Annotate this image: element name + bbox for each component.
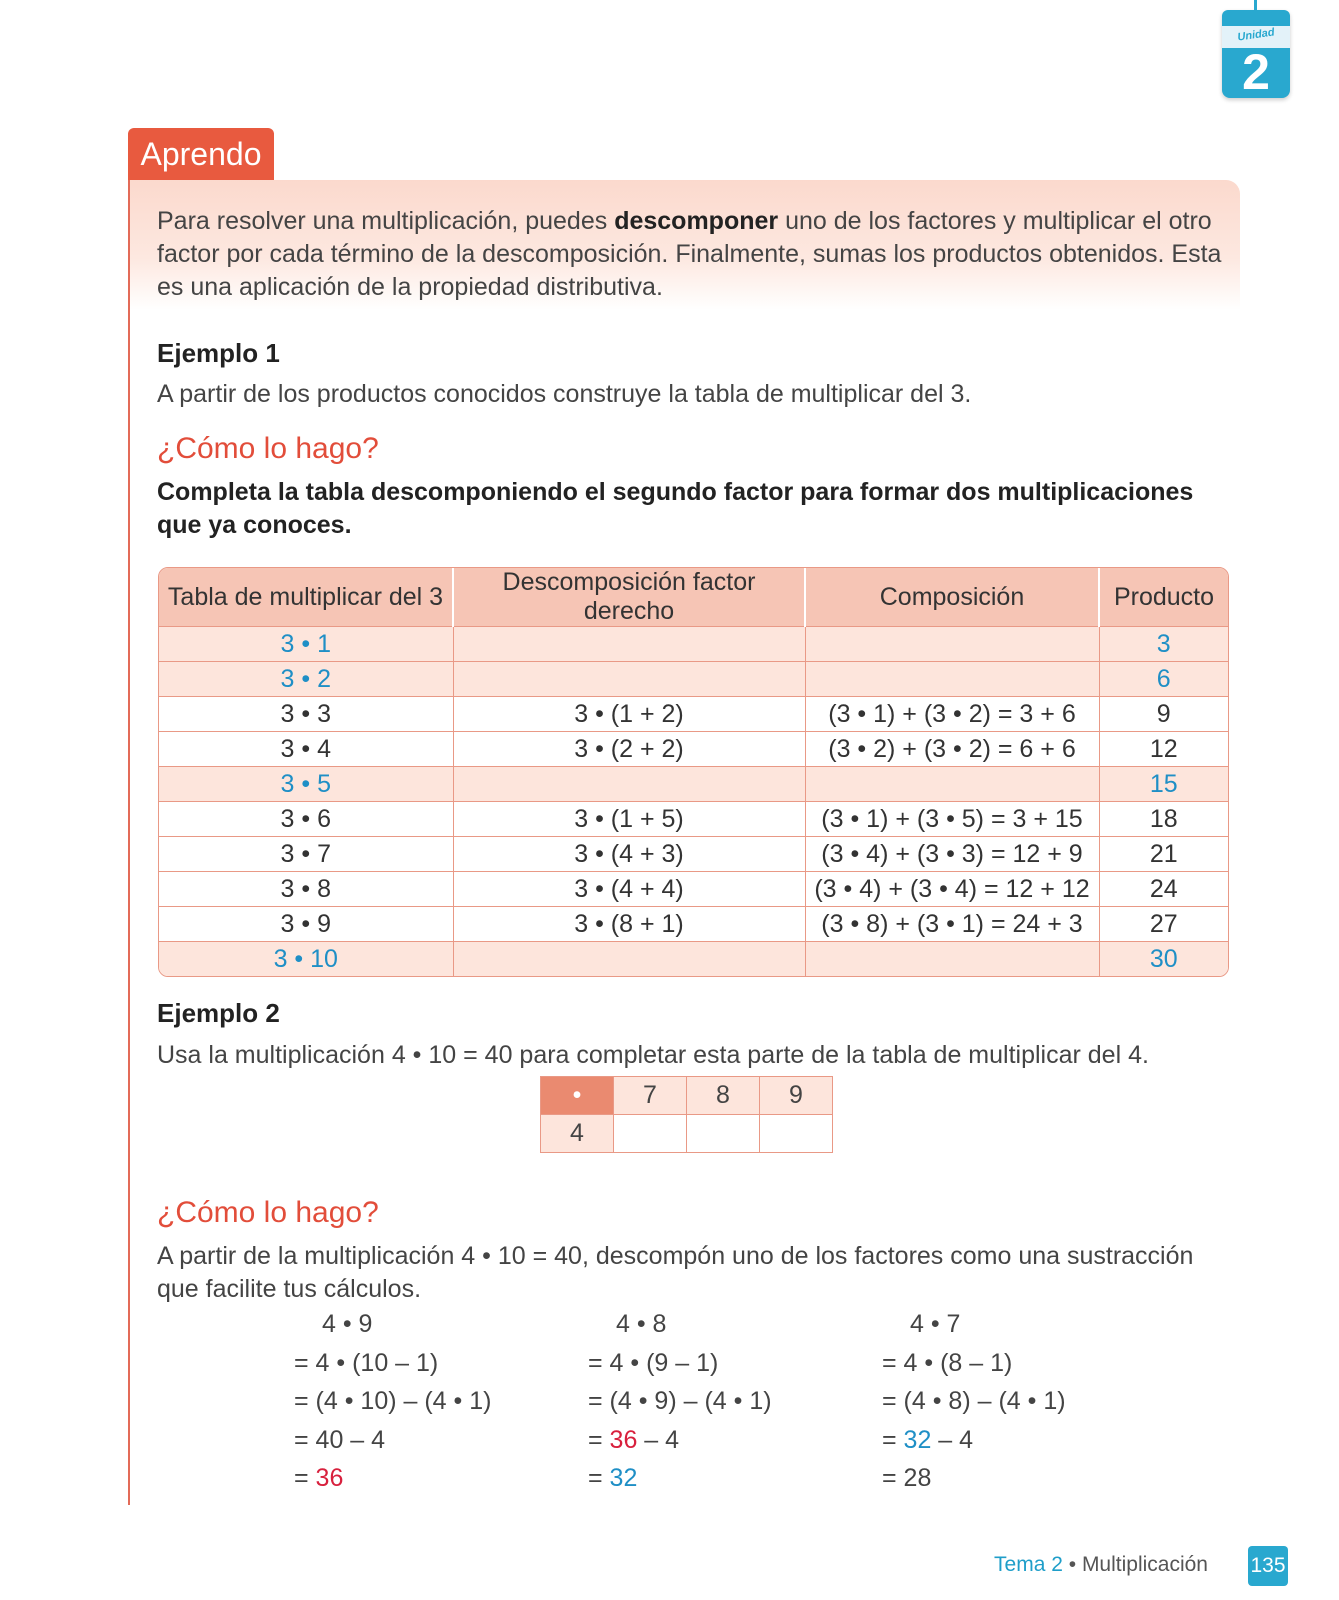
example2-title: Ejemplo 2 bbox=[157, 998, 280, 1028]
answer-cell[interactable] bbox=[614, 1115, 687, 1153]
comp-line: 4 • 8 bbox=[616, 1310, 667, 1338]
keyword-descomponer: descomponer bbox=[614, 207, 779, 235]
cell-mult: 3 • 7 bbox=[159, 837, 453, 872]
page-footer: Tema 2 • Multiplicación bbox=[994, 1553, 1208, 1576]
unit-number: 2 bbox=[1242, 44, 1270, 100]
cell-comp: (3 • 2) + (3 • 2) = 6 + 6 bbox=[805, 732, 1099, 767]
example1-text: A partir de los productos conocidos construye la tabla de multiplicar del 3. bbox=[157, 380, 972, 408]
comp-line: 4 • 9 bbox=[322, 1310, 373, 1338]
comp-line: = 32 – 4 bbox=[882, 1425, 974, 1454]
cell-prod: 15 bbox=[1099, 767, 1228, 802]
table-row bbox=[159, 732, 1228, 767]
multiplication-table-4 bbox=[540, 1076, 833, 1153]
multiplication-table-3 bbox=[158, 567, 1229, 977]
cell-decomp[interactable] bbox=[453, 942, 805, 977]
header-tabla: Tabla de multiplicar del 3 bbox=[159, 568, 453, 627]
computation-4x8 bbox=[588, 1305, 772, 1498]
comp-line: = 4 • (10 – 1) bbox=[294, 1348, 439, 1377]
answer-cell[interactable] bbox=[760, 1115, 833, 1153]
example1-como-heading: ¿Cómo lo hago? bbox=[157, 432, 379, 465]
comp-line: = 32 bbox=[588, 1464, 638, 1492]
cell-prod: 3 bbox=[1099, 627, 1228, 662]
result-value: 32 bbox=[609, 1464, 638, 1492]
cell-decomp: 3 • (8 + 1) bbox=[453, 907, 805, 942]
result-value: 36 bbox=[315, 1464, 344, 1492]
cell-mult: 3 • 2 bbox=[159, 662, 453, 697]
cell-comp: (3 • 4) + (3 • 3) = 12 + 9 bbox=[805, 837, 1099, 872]
table-row bbox=[159, 907, 1228, 942]
cell-comp: (3 • 1) + (3 • 2) = 3 + 6 bbox=[805, 697, 1099, 732]
col-header: 9 bbox=[760, 1077, 833, 1115]
cell-mult: 3 • 4 bbox=[159, 732, 453, 767]
cell-comp: (3 • 8) + (3 • 1) = 24 + 3 bbox=[805, 907, 1099, 942]
cell-prod: 9 bbox=[1099, 697, 1228, 732]
cell-prod: 24 bbox=[1099, 872, 1228, 907]
table-row bbox=[159, 942, 1228, 977]
unit-label: Unidad bbox=[1236, 26, 1276, 44]
cell-mult: 3 • 1 bbox=[159, 627, 453, 662]
cell-decomp[interactable] bbox=[453, 767, 805, 802]
table-row bbox=[159, 627, 1228, 662]
cell-mult: 3 • 3 bbox=[159, 697, 453, 732]
section-left-rule bbox=[128, 175, 130, 1505]
cell-mult: 3 • 8 bbox=[159, 872, 453, 907]
result-value: 28 bbox=[903, 1464, 932, 1492]
comp-line: = 28 bbox=[882, 1464, 932, 1492]
cell-mult: 3 • 6 bbox=[159, 802, 453, 837]
comp-line: = (4 • 8) – (4 • 1) bbox=[882, 1387, 1066, 1415]
example1-title: Ejemplo 1 bbox=[157, 338, 280, 368]
comp-line: = (4 • 9) – (4 • 1) bbox=[588, 1387, 772, 1415]
carried-value: 36 bbox=[609, 1425, 638, 1454]
cell-prod: 27 bbox=[1099, 907, 1228, 942]
tab-hanger bbox=[1254, 0, 1257, 14]
computation-4x7 bbox=[882, 1305, 1066, 1498]
footer-subject: Multiplicación bbox=[1081, 1553, 1208, 1576]
aprendo-text: Para resolver una multiplicación, puedes descomponer uno de los factores y multiplicar el otro factor por cada término de la descomposición. Finalmente, sumas los productos obtenidos. Esta es una aplicación de la propiedad distributiva. bbox=[157, 207, 1222, 301]
comp-line: = 36 – 4 bbox=[588, 1425, 680, 1454]
table-row bbox=[159, 662, 1228, 697]
comp-line: 4 • 7 bbox=[910, 1310, 961, 1338]
cell-prod: 30 bbox=[1099, 942, 1228, 977]
table-row bbox=[159, 802, 1228, 837]
footer-tema: Tema 2 bbox=[994, 1553, 1063, 1576]
comp-line: = 4 • (9 – 1) bbox=[588, 1348, 719, 1377]
cell-decomp[interactable] bbox=[453, 662, 805, 697]
row-header: 4 bbox=[541, 1115, 614, 1153]
op-cell: • bbox=[541, 1077, 614, 1115]
cell-mult: 3 • 5 bbox=[159, 767, 453, 802]
cell-decomp: 3 • (4 + 4) bbox=[453, 872, 805, 907]
carried-value: 32 bbox=[903, 1425, 932, 1454]
cell-comp[interactable] bbox=[805, 942, 1099, 977]
cell-comp: (3 • 1) + (3 • 5) = 3 + 15 bbox=[805, 802, 1099, 837]
table-row bbox=[159, 837, 1228, 872]
cell-comp[interactable] bbox=[805, 767, 1099, 802]
col-header: 7 bbox=[614, 1077, 687, 1115]
cell-prod: 6 bbox=[1099, 662, 1228, 697]
cell-decomp: 3 • (1 + 2) bbox=[453, 697, 805, 732]
comp-line: = 40 – 4 bbox=[294, 1425, 386, 1454]
table-row bbox=[159, 767, 1228, 802]
table-row bbox=[159, 697, 1228, 732]
computation-4x9 bbox=[294, 1305, 491, 1498]
example1-instruction: Completa la tabla descomponiendo el segundo factor para formar dos multiplicaciones que ya conoces. bbox=[157, 478, 1194, 539]
unit-tab bbox=[1222, 10, 1290, 98]
comp-line: = (4 • 10) – (4 • 1) bbox=[294, 1387, 492, 1415]
example2-instruction: A partir de la multiplicación 4 • 10 = 40, descompón uno de los factores como una sustracción que facilite tus cálculos. bbox=[157, 1242, 1194, 1303]
cell-comp[interactable] bbox=[805, 662, 1099, 697]
header-producto: Producto bbox=[1099, 568, 1228, 627]
cell-decomp: 3 • (1 + 5) bbox=[453, 802, 805, 837]
cell-mult: 3 • 9 bbox=[159, 907, 453, 942]
page-number: 135 bbox=[1248, 1546, 1288, 1586]
comp-line: = 4 • (8 – 1) bbox=[882, 1348, 1013, 1377]
header-composicion: Composición bbox=[805, 568, 1099, 627]
cell-prod: 12 bbox=[1099, 732, 1228, 767]
cell-decomp[interactable] bbox=[453, 627, 805, 662]
col-header: 8 bbox=[687, 1077, 760, 1115]
cell-comp: (3 • 4) + (3 • 4) = 12 + 12 bbox=[805, 872, 1099, 907]
header-descomposicion: Descomposición factor derecho bbox=[453, 568, 805, 627]
example2-como-heading: ¿Cómo lo hago? bbox=[157, 1196, 379, 1229]
answer-cell[interactable] bbox=[687, 1115, 760, 1153]
comp-line: = 36 bbox=[294, 1464, 344, 1492]
cell-prod: 21 bbox=[1099, 837, 1228, 872]
table-row bbox=[159, 872, 1228, 907]
cell-decomp: 3 • (2 + 2) bbox=[453, 732, 805, 767]
cell-prod: 18 bbox=[1099, 802, 1228, 837]
cell-decomp: 3 • (4 + 3) bbox=[453, 837, 805, 872]
example2-text: Usa la multiplicación 4 • 10 = 40 para completar esta parte de la tabla de multiplicar del 4. bbox=[157, 1041, 1149, 1069]
cell-mult: 3 • 10 bbox=[159, 942, 453, 977]
cell-comp[interactable] bbox=[805, 627, 1099, 662]
aprendo-title: Aprendo bbox=[128, 128, 274, 180]
